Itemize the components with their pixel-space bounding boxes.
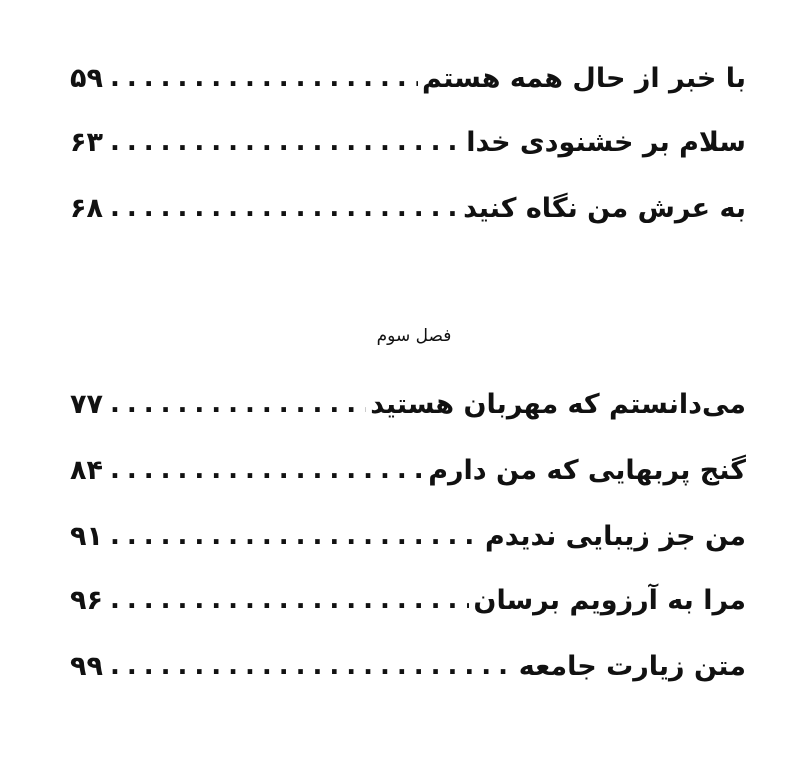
leader-dots — [110, 651, 515, 681]
leader-dots — [110, 521, 481, 551]
leader-dots — [110, 455, 424, 485]
toc-page-number: ۹۶ — [70, 584, 103, 616]
section-heading: فصل سوم — [376, 326, 452, 346]
toc-entry[interactable] — [70, 120, 746, 164]
toc-entry[interactable] — [70, 382, 746, 426]
toc-page-number: ۹۹ — [70, 650, 103, 682]
toc-page-number: ۶۸ — [70, 192, 103, 224]
toc-entry-title: مرا به آرزویم برسان — [473, 584, 746, 616]
toc-page-number: ۶۳ — [70, 126, 103, 158]
toc-entry-title: با خبر از حال همه هستم — [422, 62, 746, 94]
toc-entry[interactable] — [70, 56, 746, 100]
leader-dots — [110, 63, 418, 93]
toc-entry[interactable] — [70, 578, 746, 622]
toc-page-number: ۹۱ — [70, 520, 103, 552]
toc-page-number: ۵۹ — [70, 62, 103, 94]
toc-entry-title: من جز زیبایی ندیدم — [484, 520, 746, 552]
toc-entry-title: متن زیارت جامعه — [518, 650, 746, 682]
toc-entry-title: سلام بر خشنودی خدا — [466, 126, 746, 158]
leader-dots — [110, 127, 462, 157]
leader-dots — [110, 585, 469, 615]
toc-entry[interactable] — [70, 186, 746, 230]
leader-dots — [110, 193, 459, 223]
toc-entry[interactable] — [70, 514, 746, 558]
toc-entry-title: به عرش من نگاه کنید — [463, 192, 746, 224]
toc-entry-title: گنج پربهایی که من دارم — [428, 454, 746, 486]
toc-entry[interactable] — [70, 644, 746, 688]
leader-dots — [110, 389, 366, 419]
toc-entry[interactable] — [70, 448, 746, 492]
toc-page-number: ۷۷ — [70, 388, 103, 420]
toc-entry-title: می‌دانستم که مهربان هستید — [370, 388, 746, 420]
toc-page-number: ۸۴ — [70, 454, 103, 486]
